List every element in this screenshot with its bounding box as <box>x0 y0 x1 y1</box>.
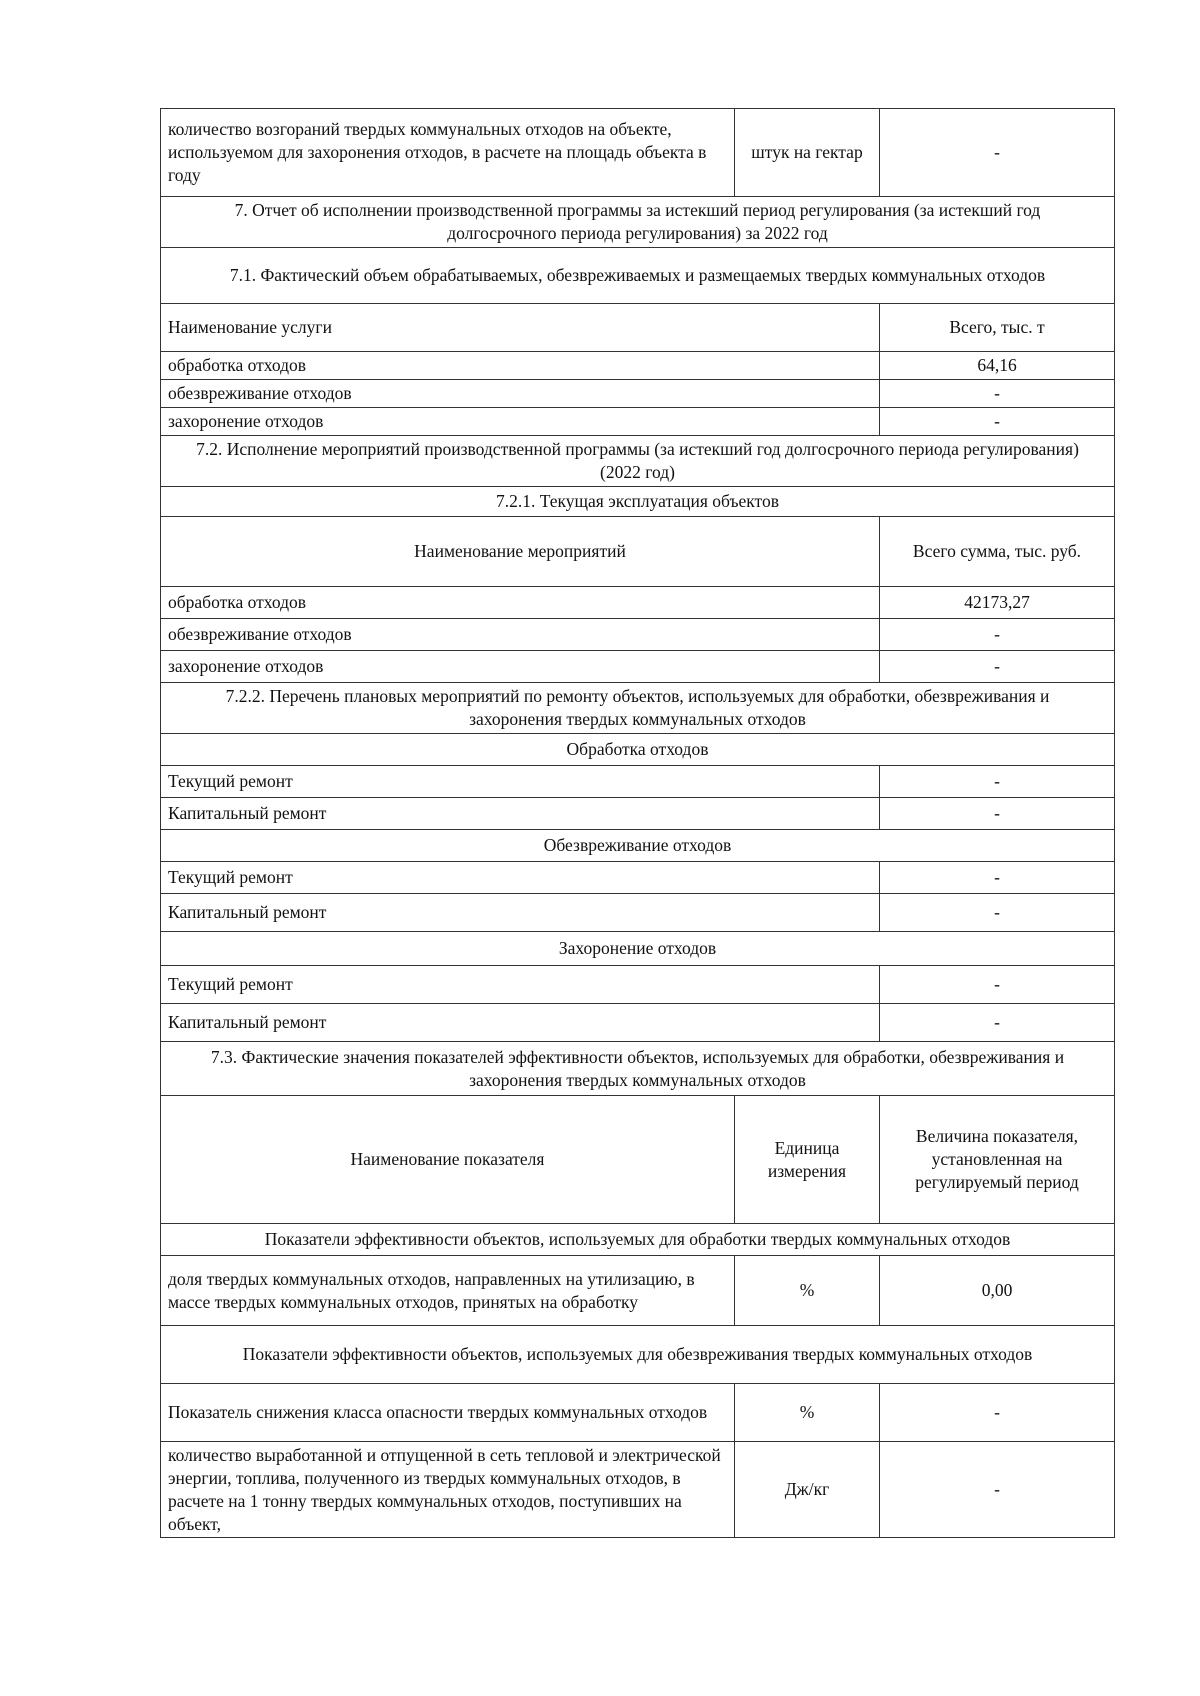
table-row <box>161 408 1115 436</box>
table-row <box>161 619 1115 651</box>
service-name: захоронение отходов <box>161 408 880 436</box>
repair-value: - <box>880 798 1115 830</box>
column-header-unit: Единица измерения <box>735 1096 880 1224</box>
document-page <box>160 108 1115 1538</box>
activity-value: 42173,27 <box>880 587 1115 619</box>
column-header-value: Величина показателя, установленная на регулируемый период <box>880 1096 1115 1224</box>
repair-value: - <box>880 1004 1115 1042</box>
section-7-2-1-title: 7.2.1. Текущая эксплуатация объектов <box>161 487 1115 517</box>
group-title-processing: Обработка отходов <box>161 734 1115 766</box>
table-row <box>161 1384 1115 1442</box>
table-row <box>161 966 1115 1004</box>
repair-type: Текущий ремонт <box>161 862 880 894</box>
indicator-value: - <box>880 1384 1115 1442</box>
repair-type: Текущий ремонт <box>161 766 880 798</box>
column-header-service: Наименование услуги <box>161 304 880 352</box>
table-row <box>161 352 1115 380</box>
table-row <box>161 109 1115 197</box>
section-7-2-title: 7.2. Исполнение мероприятий производственной программы (за истекший год долгосрочного периода регулирования) (2022 год) <box>161 436 1115 487</box>
indicator-unit: штук на гектар <box>735 109 880 197</box>
table-row <box>161 1256 1115 1326</box>
repair-value: - <box>880 862 1115 894</box>
table-row <box>161 894 1115 932</box>
repair-value: - <box>880 966 1115 1004</box>
group-title-neutralization: Обезвреживание отходов <box>161 830 1115 862</box>
repair-type: Капитальный ремонт <box>161 894 880 932</box>
repair-type: Капитальный ремонт <box>161 798 880 830</box>
table-row <box>161 380 1115 408</box>
indicator-name: Показатель снижения класса опасности твердых коммунальных отходов <box>161 1384 735 1442</box>
service-name: обработка отходов <box>161 352 880 380</box>
service-value: - <box>880 380 1115 408</box>
table-row <box>161 651 1115 683</box>
service-value: - <box>880 408 1115 436</box>
section-7-1-title: 7.1. Фактический объем обрабатываемых, обезвреживаемых и размещаемых твердых коммунальных отходов <box>161 248 1115 304</box>
indicator-name: количество выработанной и отпущенной в сеть тепловой и электрической энергии, топлива, полученного из твердых коммунальных отходов, в расчете на 1 тонну твердых коммунальных отходов, поступивших на объект, <box>161 1442 735 1538</box>
group-title-neutralization-efficiency: Показатели эффективности объектов, используемых для обезвреживания твердых коммунальных отходов <box>161 1326 1115 1384</box>
repair-value: - <box>880 894 1115 932</box>
column-header-total: Всего, тыс. т <box>880 304 1115 352</box>
service-name: обезвреживание отходов <box>161 380 880 408</box>
indicator-unit: Дж/кг <box>735 1442 880 1538</box>
service-value: 64,16 <box>880 352 1115 380</box>
activity-name: обработка отходов <box>161 587 880 619</box>
report-table <box>160 108 1115 1538</box>
column-header-sum: Всего сумма, тыс. руб. <box>880 517 1115 587</box>
group-title-burial: Захоронение отходов <box>161 932 1115 966</box>
repair-value: - <box>880 766 1115 798</box>
activity-value: - <box>880 651 1115 683</box>
table-row <box>161 587 1115 619</box>
activity-name: захоронение отходов <box>161 651 880 683</box>
table-row <box>161 862 1115 894</box>
indicator-value: - <box>880 109 1115 197</box>
indicator-name: доля твердых коммунальных отходов, направленных на утилизацию, в массе твердых коммунальных отходов, принятых на обработку <box>161 1256 735 1326</box>
indicator-value: - <box>880 1442 1115 1538</box>
activity-value: - <box>880 619 1115 651</box>
activity-name: обезвреживание отходов <box>161 619 880 651</box>
table-row <box>161 798 1115 830</box>
repair-type: Текущий ремонт <box>161 966 880 1004</box>
section-7-3-title: 7.3. Фактические значения показателей эффективности объектов, используемых для обработки, обезвреживания и захоронения твердых коммунальных отходов <box>161 1042 1115 1096</box>
section-7-2-2-title: 7.2.2. Перечень плановых мероприятий по ремонту объектов, используемых для обработки, обезвреживания и захоронения твердых коммунальных отходов <box>161 683 1115 734</box>
column-header-activity: Наименование мероприятий <box>161 517 880 587</box>
group-title-processing-efficiency: Показатели эффективности объектов, используемых для обработки твердых коммунальных отходов <box>161 1224 1115 1256</box>
table-row <box>161 1442 1115 1538</box>
indicator-value: 0,00 <box>880 1256 1115 1326</box>
indicator-unit: % <box>735 1384 880 1442</box>
section-7-title: 7. Отчет об исполнении производственной программы за истекший период регулирования (за истекший год долгосрочного периода регулирования) за 2022 год <box>161 197 1115 248</box>
table-row <box>161 1004 1115 1042</box>
column-header-indicator: Наименование показателя <box>161 1096 735 1224</box>
table-row <box>161 766 1115 798</box>
indicator-unit: % <box>735 1256 880 1326</box>
indicator-name: количество возгораний твердых коммунальных отходов на объекте, используемом для захоронения отходов, в расчете на площадь объекта в году <box>161 109 735 197</box>
repair-type: Капитальный ремонт <box>161 1004 880 1042</box>
